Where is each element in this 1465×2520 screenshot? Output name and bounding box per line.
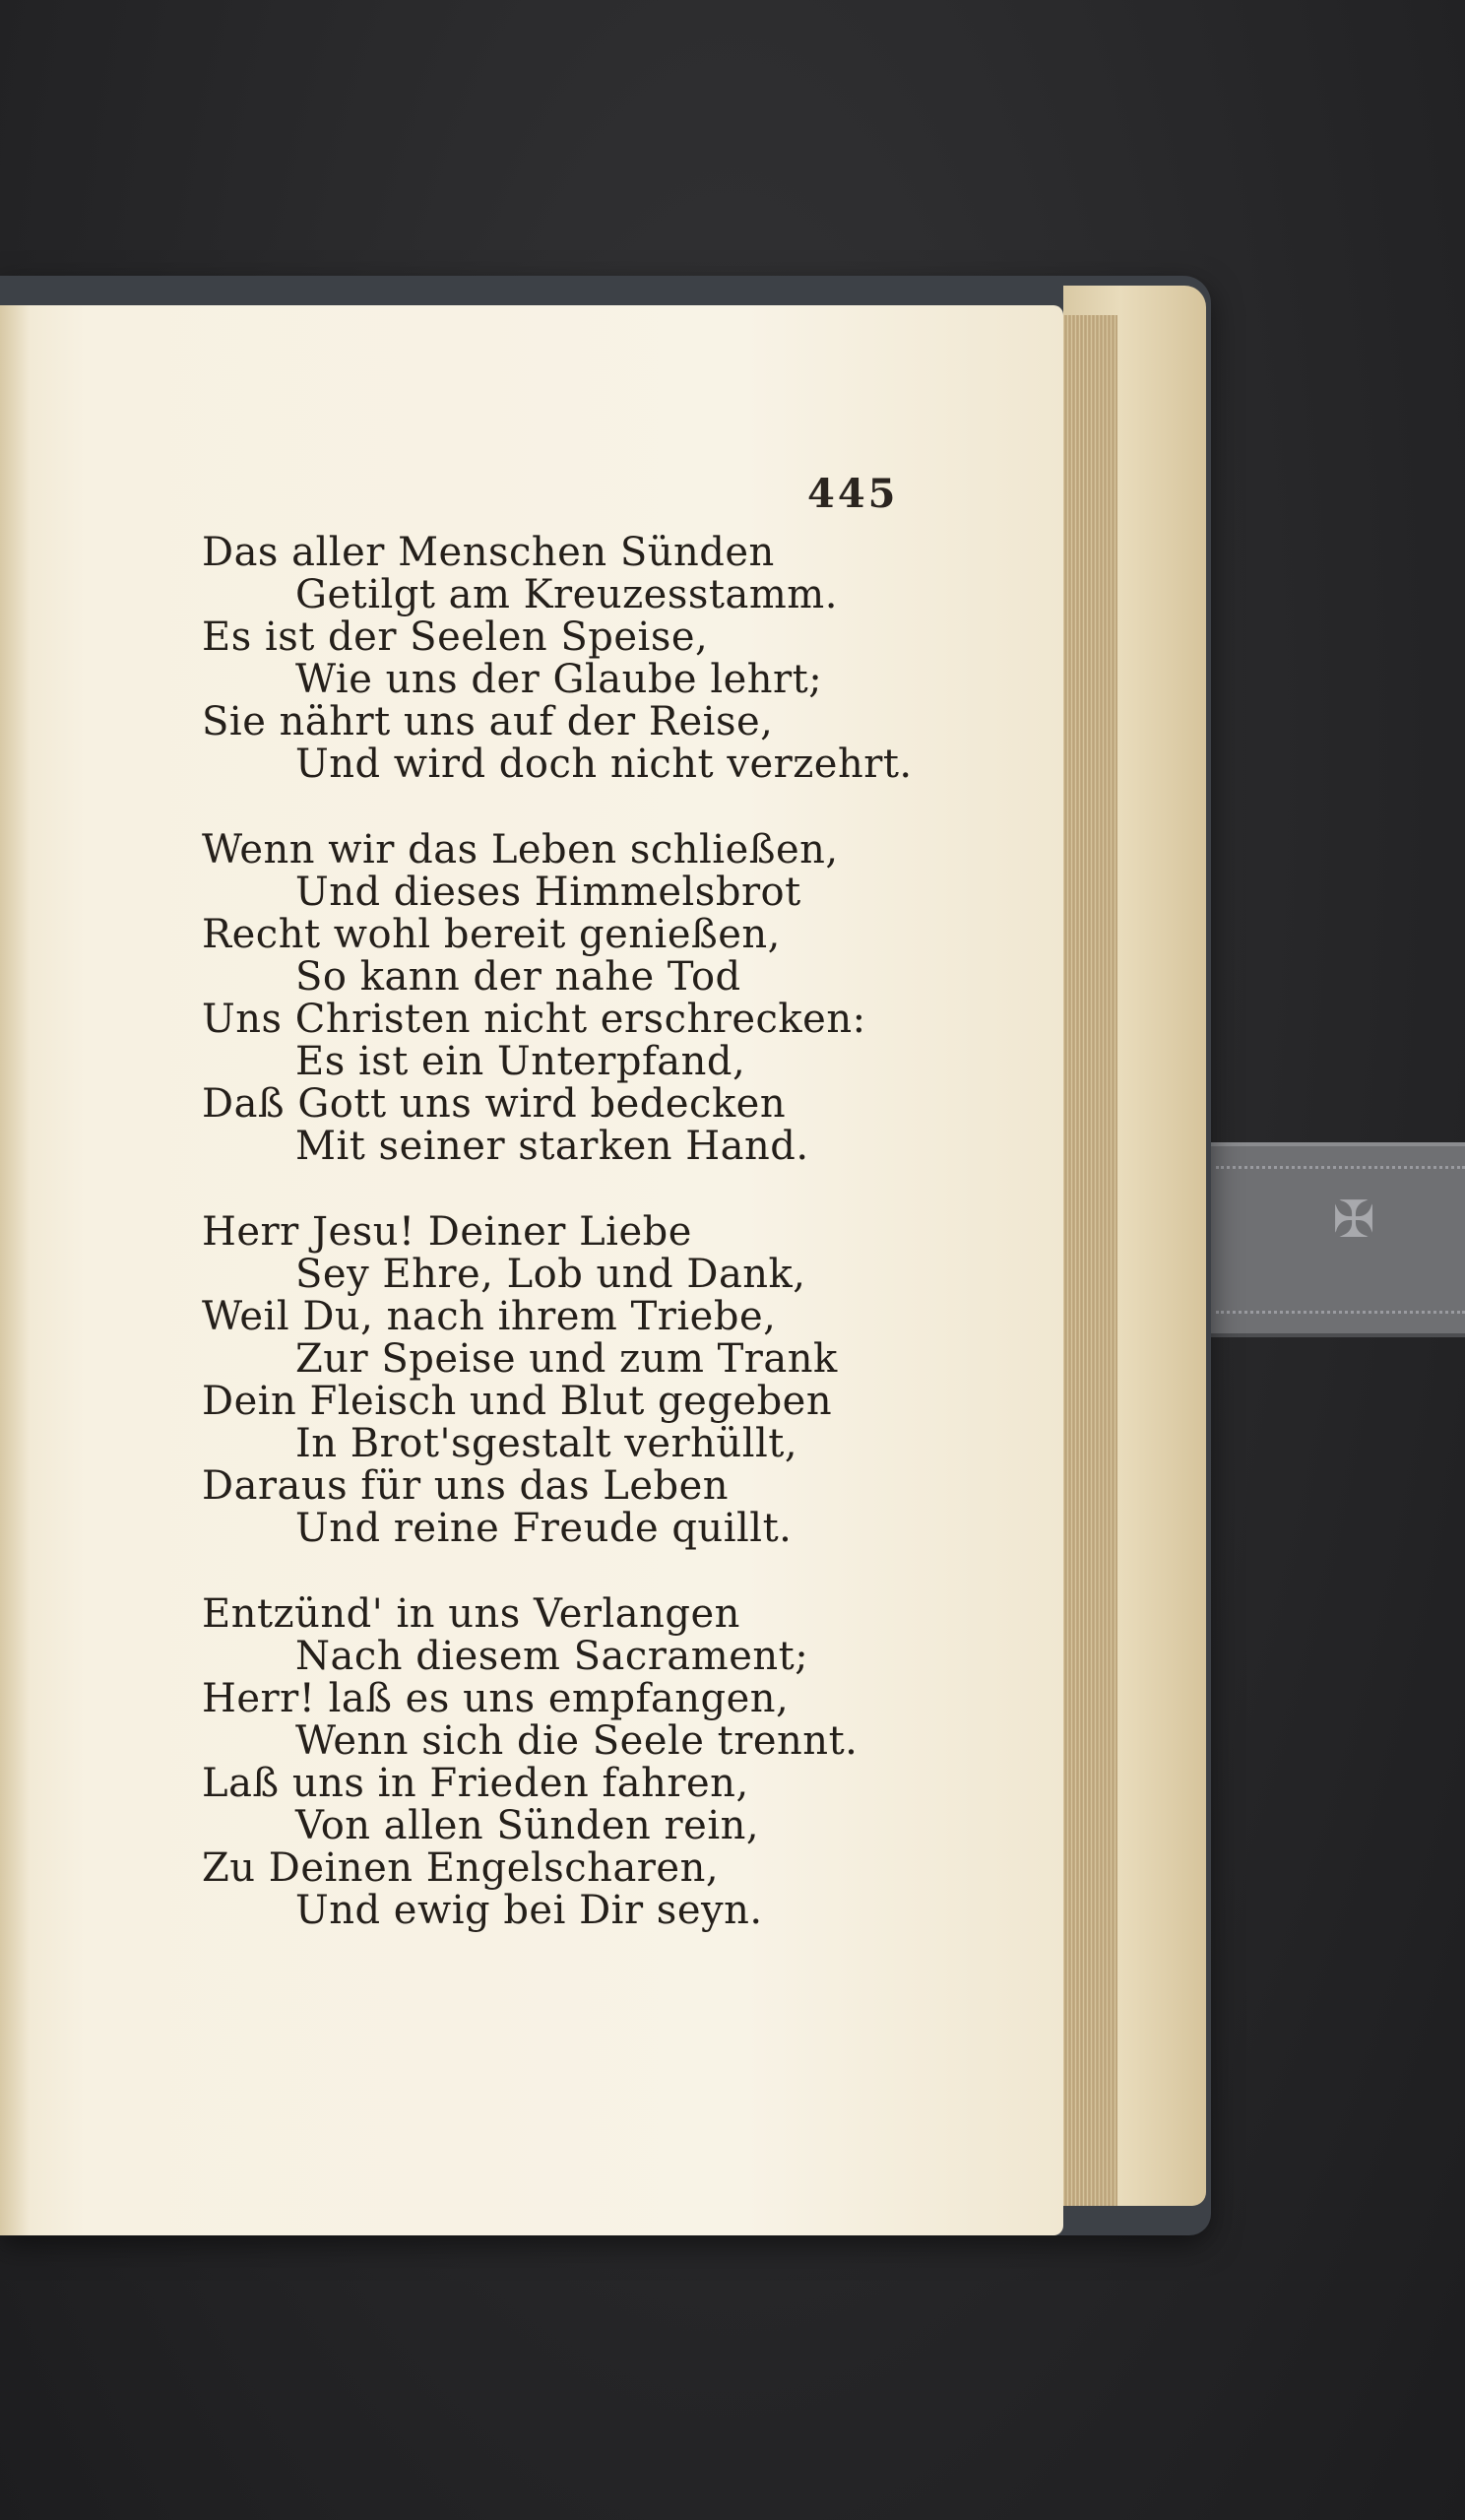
stanza-3 <box>202 1211 989 1550</box>
poem-line: Herr Jesu! Deiner Liebe <box>202 1209 692 1255</box>
poem-line: In Brot'sgestalt verhüllt, <box>295 1421 798 1466</box>
page-number: 445 <box>807 471 899 517</box>
poem-line: Und reine Freude quillt. <box>295 1506 793 1551</box>
poem-line: Weil Du, nach ihrem Triebe, <box>202 1294 777 1339</box>
poem-line: Zur Speise und zum Trank <box>295 1336 838 1382</box>
poem-line: Daraus für uns das Leben <box>202 1463 730 1509</box>
stanza-1 <box>202 532 989 786</box>
book-clasp <box>1196 1142 1465 1337</box>
cross-icon: ✠ <box>1332 1191 1375 1250</box>
poem-line: Laß uns in Frieden fahren, <box>202 1761 749 1806</box>
poem-line: Sey Ehre, Lob und Dank, <box>295 1252 806 1297</box>
poem-line: Herr! laß es uns empfangen, <box>202 1676 790 1721</box>
poem-line: Sie nährt uns auf der Reise, <box>202 699 774 744</box>
poem <box>202 532 989 1975</box>
poem-line: Recht wohl bereit genießen, <box>202 912 781 957</box>
poem-line: Und wird doch nicht verzehrt. <box>295 742 913 787</box>
poem-line: Es ist der Seelen Speise, <box>202 614 709 660</box>
poem-line: Zu Deinen Engelscharen, <box>202 1845 720 1891</box>
poem-line: Nach diesem Sacrament; <box>295 1634 809 1679</box>
poem-line: Und ewig bei Dir seyn. <box>295 1888 763 1933</box>
poem-line: Entzünd' in uns Verlangen <box>202 1591 740 1637</box>
stanza-2 <box>202 829 989 1168</box>
poem-line: Mit seiner starken Hand. <box>295 1124 809 1169</box>
page-gutter <box>0 305 30 2235</box>
poem-line: Und dieses Himmelsbrot <box>295 870 801 915</box>
poem-line: Es ist ein Unterpfand, <box>295 1039 746 1084</box>
poem-line: Getilgt am Kreuzesstamm. <box>295 572 838 617</box>
poem-line: Das aller Menschen Sünden <box>202 530 775 575</box>
poem-line: Wie uns der Glaube lehrt; <box>295 657 823 702</box>
poem-line: Wenn wir das Leben schließen, <box>202 827 839 872</box>
poem-line: Von allen Sünden rein, <box>295 1803 760 1848</box>
poem-line: Dein Fleisch und Blut gegeben <box>202 1379 833 1424</box>
poem-line: So kann der nahe Tod <box>295 954 741 1000</box>
poem-line: Daß Gott uns wird bedecken <box>202 1081 787 1127</box>
poem-line: Uns Christen nicht erschrecken: <box>202 997 866 1042</box>
poem-line: Wenn sich die Seele trennt. <box>295 1718 859 1764</box>
stanza-4 <box>202 1593 989 1932</box>
